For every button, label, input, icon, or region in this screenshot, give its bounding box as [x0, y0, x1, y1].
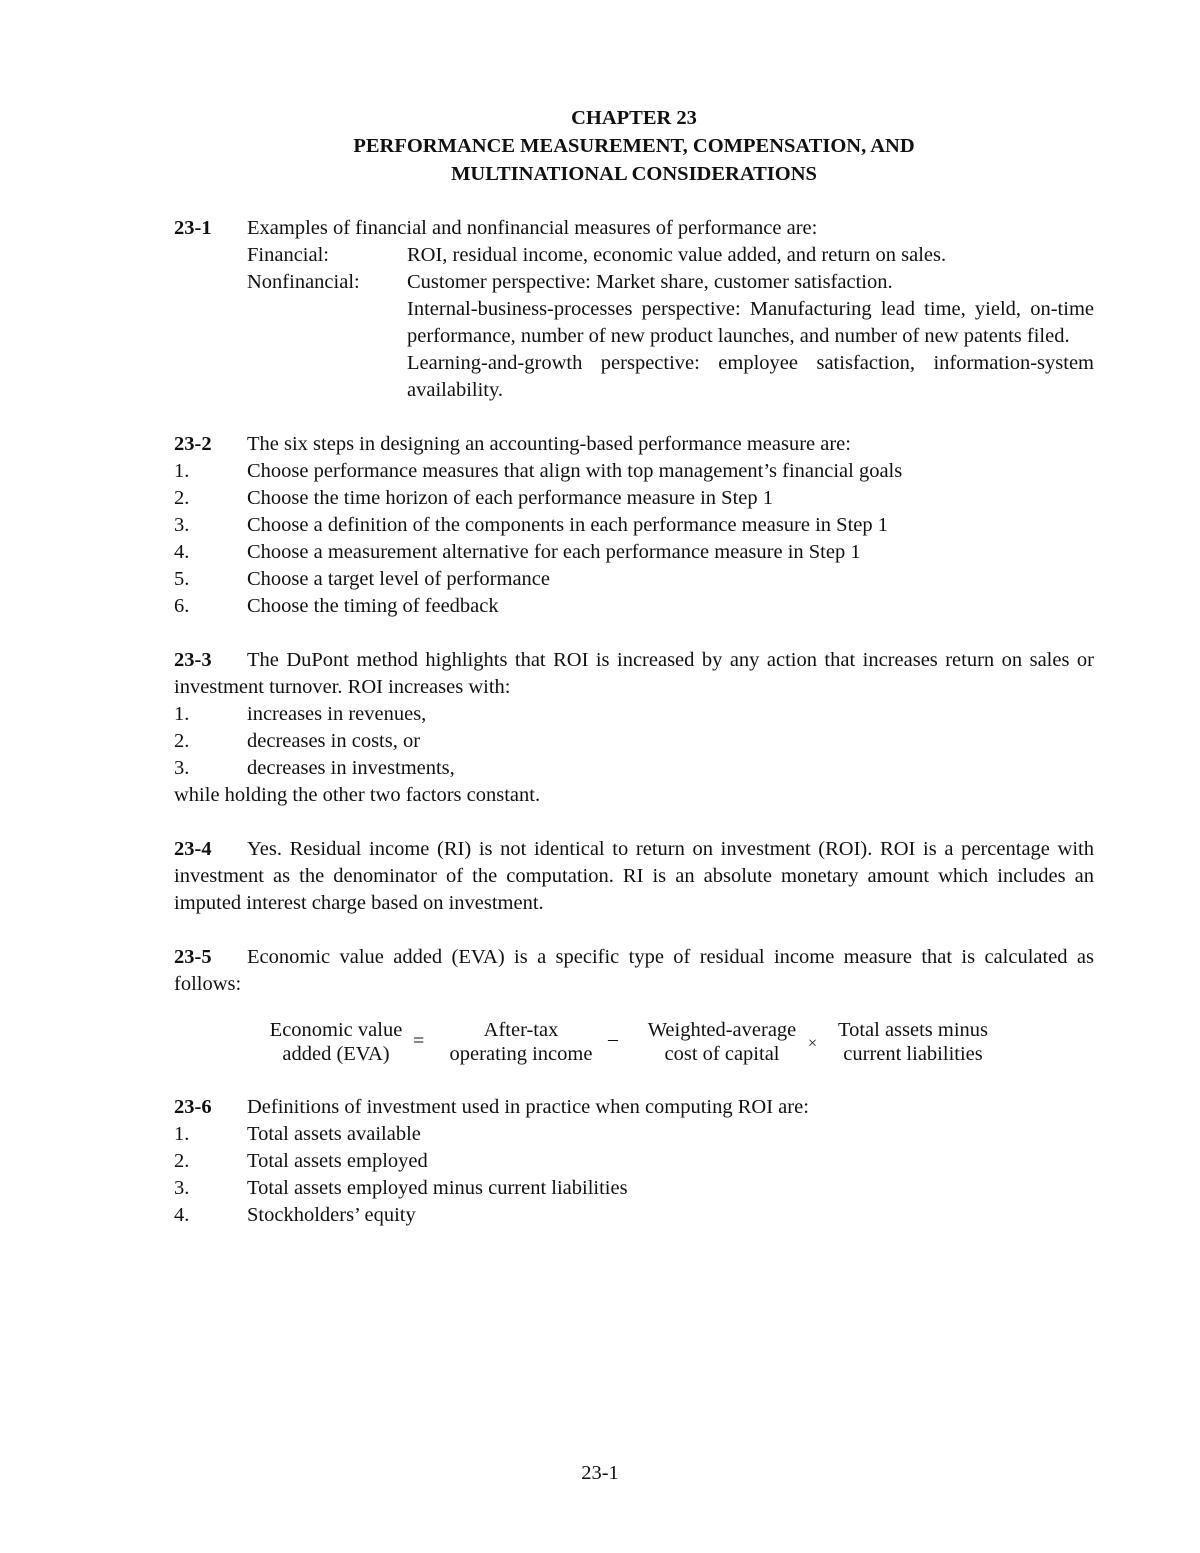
list-item [174, 1175, 1094, 1202]
minus-sign: – [608, 1028, 618, 1050]
question-23-5 [174, 944, 1094, 1072]
question-number: 23-5 [174, 946, 212, 968]
question-number: 23-3 [174, 649, 212, 671]
chapter-title-line-2: MULTINATIONAL CONSIDERATIONS [451, 163, 817, 185]
item-text: Choose the timing of feedback [247, 595, 499, 617]
question-23-1 [174, 215, 1094, 404]
question-intro: Examples of financial and nonfinancial measures of performance are: [247, 217, 818, 239]
question-23-3 [174, 647, 1094, 809]
item-number: 4. [174, 541, 190, 563]
item-number: 4. [174, 1204, 190, 1226]
item-text: Choose a definition of the components in each performance measure in Step 1 [247, 514, 888, 536]
list-item [174, 566, 1094, 593]
question-number: 23-4 [174, 838, 212, 860]
chapter-number: CHAPTER 23 [571, 107, 697, 129]
item-text: Total assets employed [247, 1150, 428, 1172]
list-item [174, 1202, 1094, 1229]
page-number: 23-1 [581, 1462, 619, 1484]
item-text: Stockholders’ equity [247, 1204, 416, 1226]
item-text: decreases in investments, [247, 757, 455, 779]
roi-drivers-list [174, 701, 1094, 782]
item-number: 2. [174, 730, 190, 752]
list-item [174, 755, 1094, 782]
term-bottom: operating income [449, 1043, 593, 1065]
list-item [174, 458, 1094, 485]
term-top: After-tax [483, 1019, 559, 1041]
list-item [174, 701, 1094, 728]
question-text: Economic value added (EVA) is a specific type of residual income measure that is calculated as follows: [174, 946, 1094, 995]
question-intro: The six steps in designing an accounting-based performance measure are: [247, 433, 851, 455]
question-text: Yes. Residual income (RI) is not identical to return on investment (ROI). ROI is a percentage with investment as the denominator of the computation. RI is an absolute monetary amount which includes an imputed interest charge based on investment. [174, 838, 1094, 914]
term-top: Weighted-average [647, 1019, 797, 1041]
financial-text: ROI, residual income, economic value added, and return on sales. [407, 244, 947, 266]
list-item [174, 485, 1094, 512]
formula-term-operating-income [432, 1018, 610, 1066]
question-23-4 [174, 836, 1094, 917]
item-number: 6. [174, 595, 190, 617]
item-number: 3. [174, 1177, 190, 1199]
term-top: Economic value [269, 1019, 403, 1041]
item-text: Total assets employed minus current liabilities [247, 1177, 628, 1199]
customer-perspective: Customer perspective: Market share, customer satisfaction. [407, 271, 893, 293]
item-text: decreases in costs, or [247, 730, 421, 752]
item-number: 3. [174, 757, 190, 779]
item-text: increases in revenues, [247, 703, 427, 725]
list-item [174, 512, 1094, 539]
equals-sign: = [413, 1030, 425, 1052]
chapter-title-line-1: PERFORMANCE MEASUREMENT, COMPENSATION, AND [353, 135, 915, 157]
term-bottom: current liabilities [843, 1043, 983, 1065]
item-text: Choose a target level of performance [247, 568, 551, 590]
times-sign: × [808, 1035, 818, 1052]
list-item [174, 1121, 1094, 1148]
item-text: Choose performance measures that align with top management’s financial goals [247, 460, 903, 482]
nonfinancial-label: Nonfinancial: [247, 271, 360, 293]
item-number: 2. [174, 1150, 190, 1172]
question-number: 23-2 [174, 433, 212, 455]
closing-text: while holding the other two factors constant. [174, 784, 541, 806]
question-23-6 [174, 1094, 1094, 1229]
question-intro: The DuPont method highlights that ROI is increased by any action that increases return on sales or investment turnover. ROI increases with: [174, 649, 1094, 698]
list-item [174, 1148, 1094, 1175]
question-intro: Definitions of investment used in practice when computing ROI are: [247, 1096, 809, 1118]
item-text: Choose the time horizon of each performance measure in Step 1 [247, 487, 773, 509]
item-number: 2. [174, 487, 190, 509]
term-bottom: added (EVA) [282, 1043, 390, 1065]
investment-definitions-list [174, 1121, 1094, 1229]
financial-label: Financial: [247, 244, 329, 266]
question-number: 23-6 [174, 1096, 212, 1118]
question-number: 23-1 [174, 217, 212, 239]
item-text: Choose a measurement alternative for each performance measure in Step 1 [247, 541, 861, 563]
formula-term-assets [822, 1018, 1004, 1066]
formula-term-eva [256, 1018, 416, 1066]
item-number: 5. [174, 568, 190, 590]
question-23-2 [174, 431, 1094, 620]
term-bottom: cost of capital [664, 1043, 780, 1065]
formula-term-wacc [632, 1018, 812, 1066]
document-page [174, 104, 1094, 1229]
item-text: Total assets available [247, 1123, 421, 1145]
design-steps-list [174, 458, 1094, 620]
item-number: 3. [174, 514, 190, 536]
list-item [174, 593, 1094, 620]
list-item [174, 728, 1094, 755]
term-top: Total assets minus [837, 1019, 989, 1041]
learning-perspective: Learning-and-growth perspective: employee satisfaction, information-system availability. [407, 352, 1094, 401]
item-number: 1. [174, 460, 190, 482]
eva-formula [174, 1018, 1094, 1072]
item-number: 1. [174, 1123, 190, 1145]
list-item [174, 539, 1094, 566]
item-number: 1. [174, 703, 190, 725]
internal-perspective: Internal-business-processes perspective: Manufacturing lead time, yield, on-time performance, number of new product launches, and number of new patents filed. [407, 298, 1094, 347]
